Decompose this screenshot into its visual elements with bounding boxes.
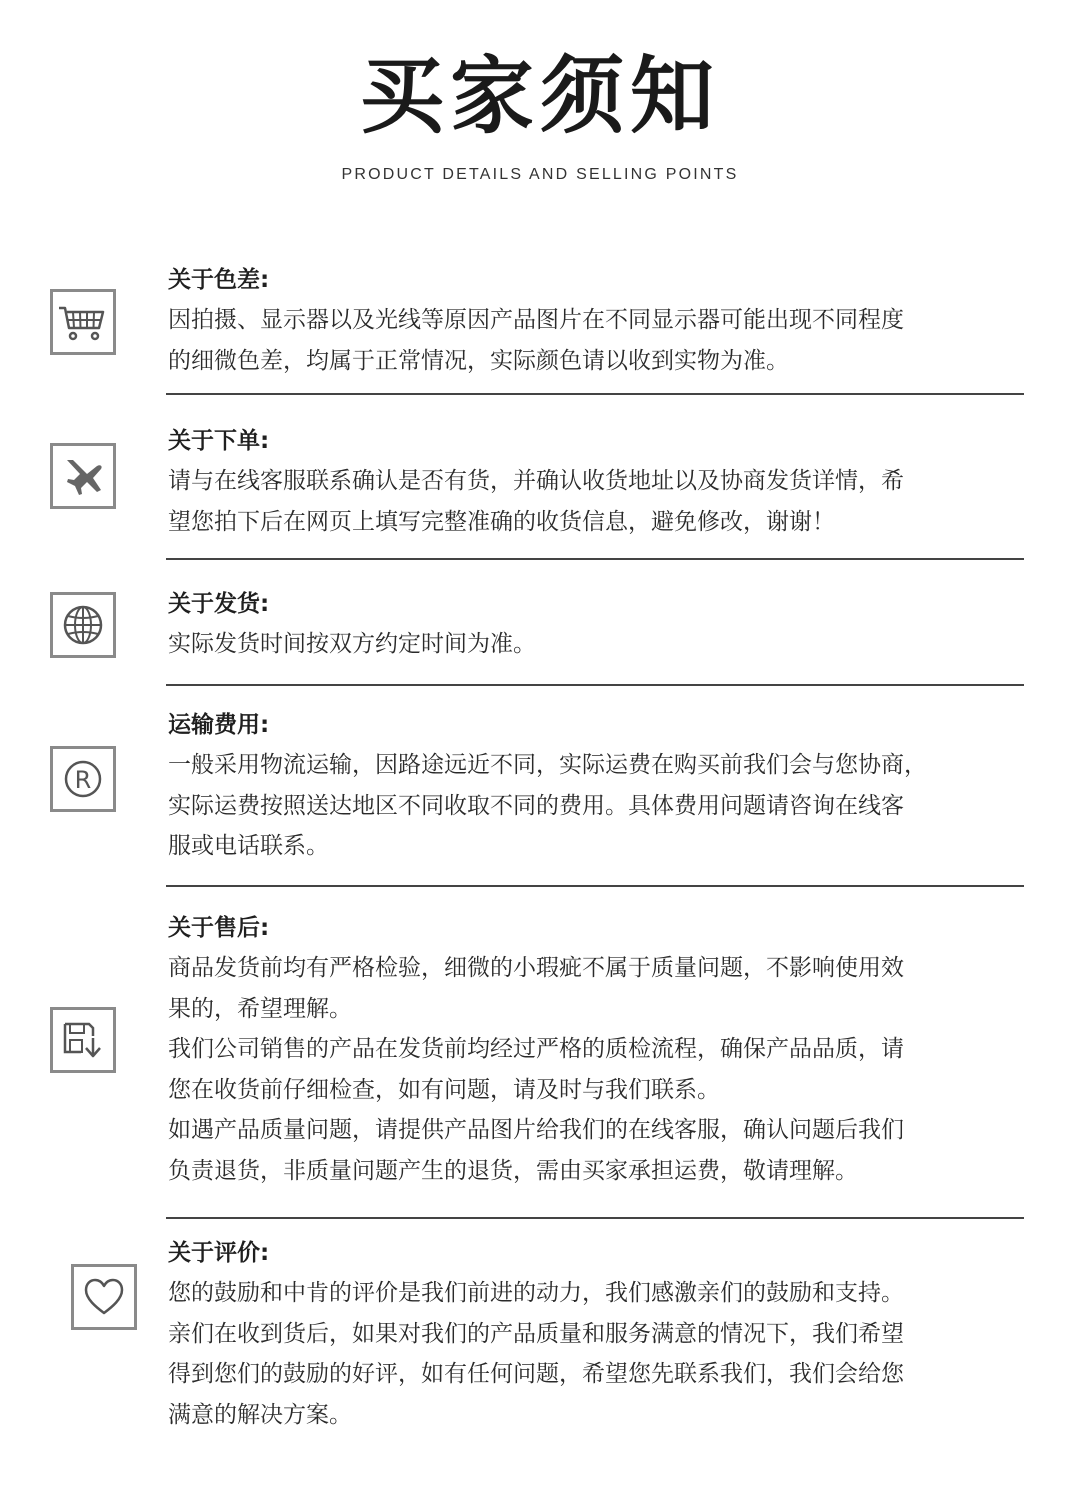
section-line: 如遇产品质量问题，请提供产品图片给我们的在线客服，确认问题后我们 [168, 1117, 904, 1144]
section-line: 果的，希望理解。 [168, 995, 352, 1022]
airplane-icon [50, 443, 116, 509]
page-title: 买家须知 [359, 47, 720, 145]
section-line: 亲们在收到货后，如果对我们的产品质量和服务满意的情况下，我们希望 [168, 1320, 904, 1347]
section-text [168, 705, 1028, 867]
registered-letter: R [74, 766, 92, 794]
section-line: 因拍摄、显示器以及光线等原因产品图片在不同显示器可能出现不同程度 [168, 307, 904, 333]
section-text [168, 260, 1028, 381]
section-text [168, 908, 1028, 1192]
section-line: 您的鼓励和中肯的评价是我们前进的动力，我们感激亲们的鼓励和支持。 [168, 1280, 904, 1306]
section-line: 服或电话联系。 [168, 833, 329, 860]
section-line: 我们公司销售的产品在发货前均经过严格的质检流程，确保产品品质，请 [168, 1036, 904, 1063]
section-line: 您在收货前仔细检查，如有问题，请及时与我们联系。 [168, 1076, 720, 1103]
globe-icon [50, 592, 116, 658]
divider [166, 684, 1024, 686]
section-heading: 关于评价: [168, 1240, 270, 1266]
section-heading: 运输费用: [168, 712, 270, 738]
divider [166, 393, 1024, 395]
section-line: 请与在线客服联系确认是否有货，并确认收货地址以及协商发货详情，希 [168, 468, 904, 494]
section-text [168, 584, 1028, 665]
section-text [168, 1233, 1028, 1435]
section-heading: 关于下单: [168, 428, 270, 454]
registered-icon [50, 746, 116, 812]
section-line: 一般采用物流运输，因路途远近不同，实际运费在购买前我们会与您协商， [168, 752, 927, 778]
section-heading: 关于售后: [168, 915, 270, 941]
section-line: 满意的解决方案。 [168, 1401, 352, 1428]
section-line: 实际运费按照送达地区不同收取不同的费用。具体费用问题请咨询在线客 [168, 792, 904, 819]
section-line: 望您拍下后在网页上填写完整准确的收货信息，避免修改，谢谢！ [168, 508, 835, 535]
section-line: 负责退货，非质量问题产生的退货，需由买家承担运费，敬请理解。 [168, 1157, 858, 1184]
section-heading: 关于色差: [168, 267, 270, 293]
divider [166, 885, 1024, 887]
section-line: 商品发货前均有严格检验，细微的小瑕疵不属于质量问题，不影响使用效 [168, 955, 904, 981]
section-line: 实际发货时间按双方约定时间为准。 [168, 631, 536, 657]
divider [166, 1217, 1024, 1219]
shopping-cart-icon [50, 289, 116, 355]
page-subtitle: PRODUCT DETAILS AND SELLING POINTS [341, 166, 739, 183]
section-heading: 关于发货: [168, 591, 270, 617]
divider [166, 558, 1024, 560]
section-text [168, 421, 1028, 542]
heart-icon [71, 1264, 137, 1330]
page-header [0, 0, 1080, 230]
section-line: 的细微色差，均属于正常情况，实际颜色请以收到实物为准。 [168, 347, 789, 374]
section-line: 得到您们的鼓励的好评，如有任何问题，希望您先联系我们，我们会给您 [168, 1361, 904, 1388]
save-download-icon [50, 1007, 116, 1073]
